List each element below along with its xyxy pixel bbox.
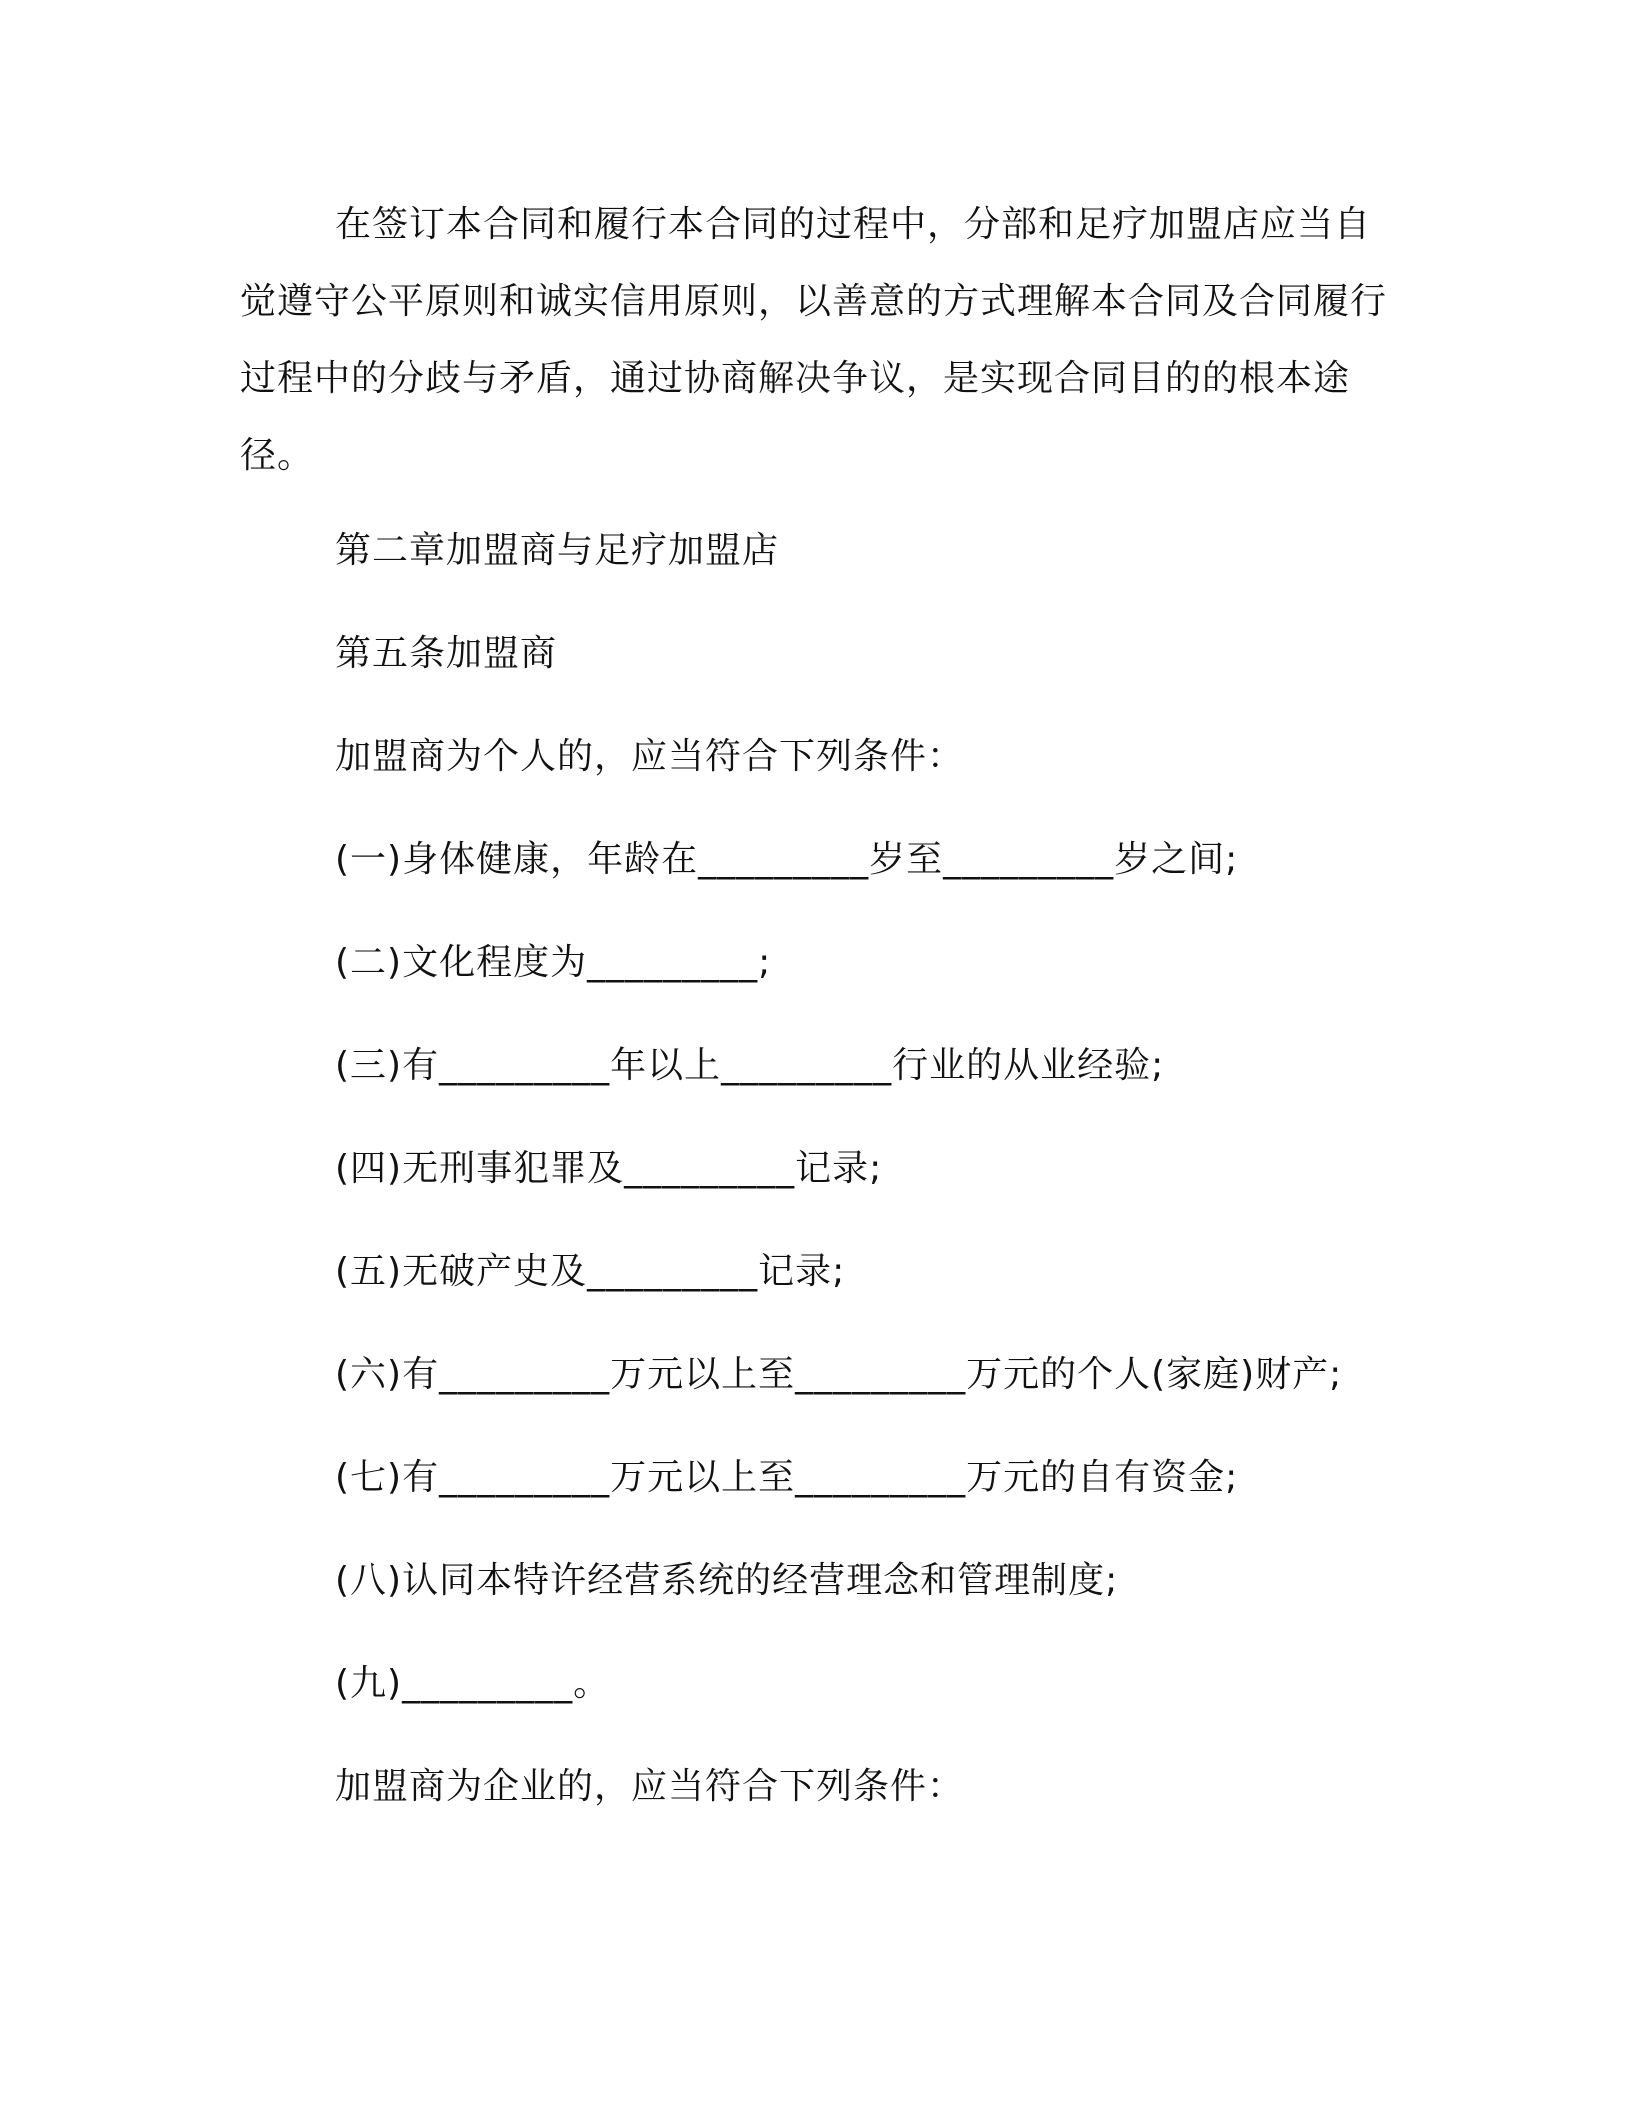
intro-paragraph: 在签订本合同和履行本合同的过程中，分部和足疗加盟店应当自觉遵守公平原则和诚实信用原则，以善意的方式理解本合同及合同履行过程中的分歧与矛盾，通过协商解决争议，是实现合同目的的根本途径。 [240, 204, 1388, 476]
condition-item-4: (四)无刑事犯罪及_________记录; [335, 1148, 883, 1189]
condition-item-7: (七)有_________万元以上至_________万元的自有资金; [335, 1457, 1239, 1498]
enterprise-conditions-intro: 加盟商为企业的，应当符合下列条件： [335, 1766, 965, 1807]
condition-item-8: (八)认同本特许经营系统的经营理念和管理制度; [335, 1560, 1119, 1601]
article-heading: 第五条加盟商 [335, 633, 558, 674]
condition-item-6: (六)有_________万元以上至_________万元的个人(家庭)财产; [335, 1354, 1343, 1395]
condition-item-2: (二)文化程度为_________; [335, 942, 772, 983]
condition-item-9: (九)_________。 [335, 1663, 611, 1704]
condition-item-1: (一)身体健康，年龄在_________岁至_________岁之间; [335, 839, 1239, 880]
individual-conditions-intro: 加盟商为个人的，应当符合下列条件： [335, 736, 965, 777]
condition-item-3: (三)有_________年以上_________行业的从业经验; [335, 1045, 1165, 1086]
chapter-heading: 第二章加盟商与足疗加盟店 [335, 530, 780, 571]
condition-item-5: (五)无破产史及_________记录; [335, 1251, 846, 1292]
